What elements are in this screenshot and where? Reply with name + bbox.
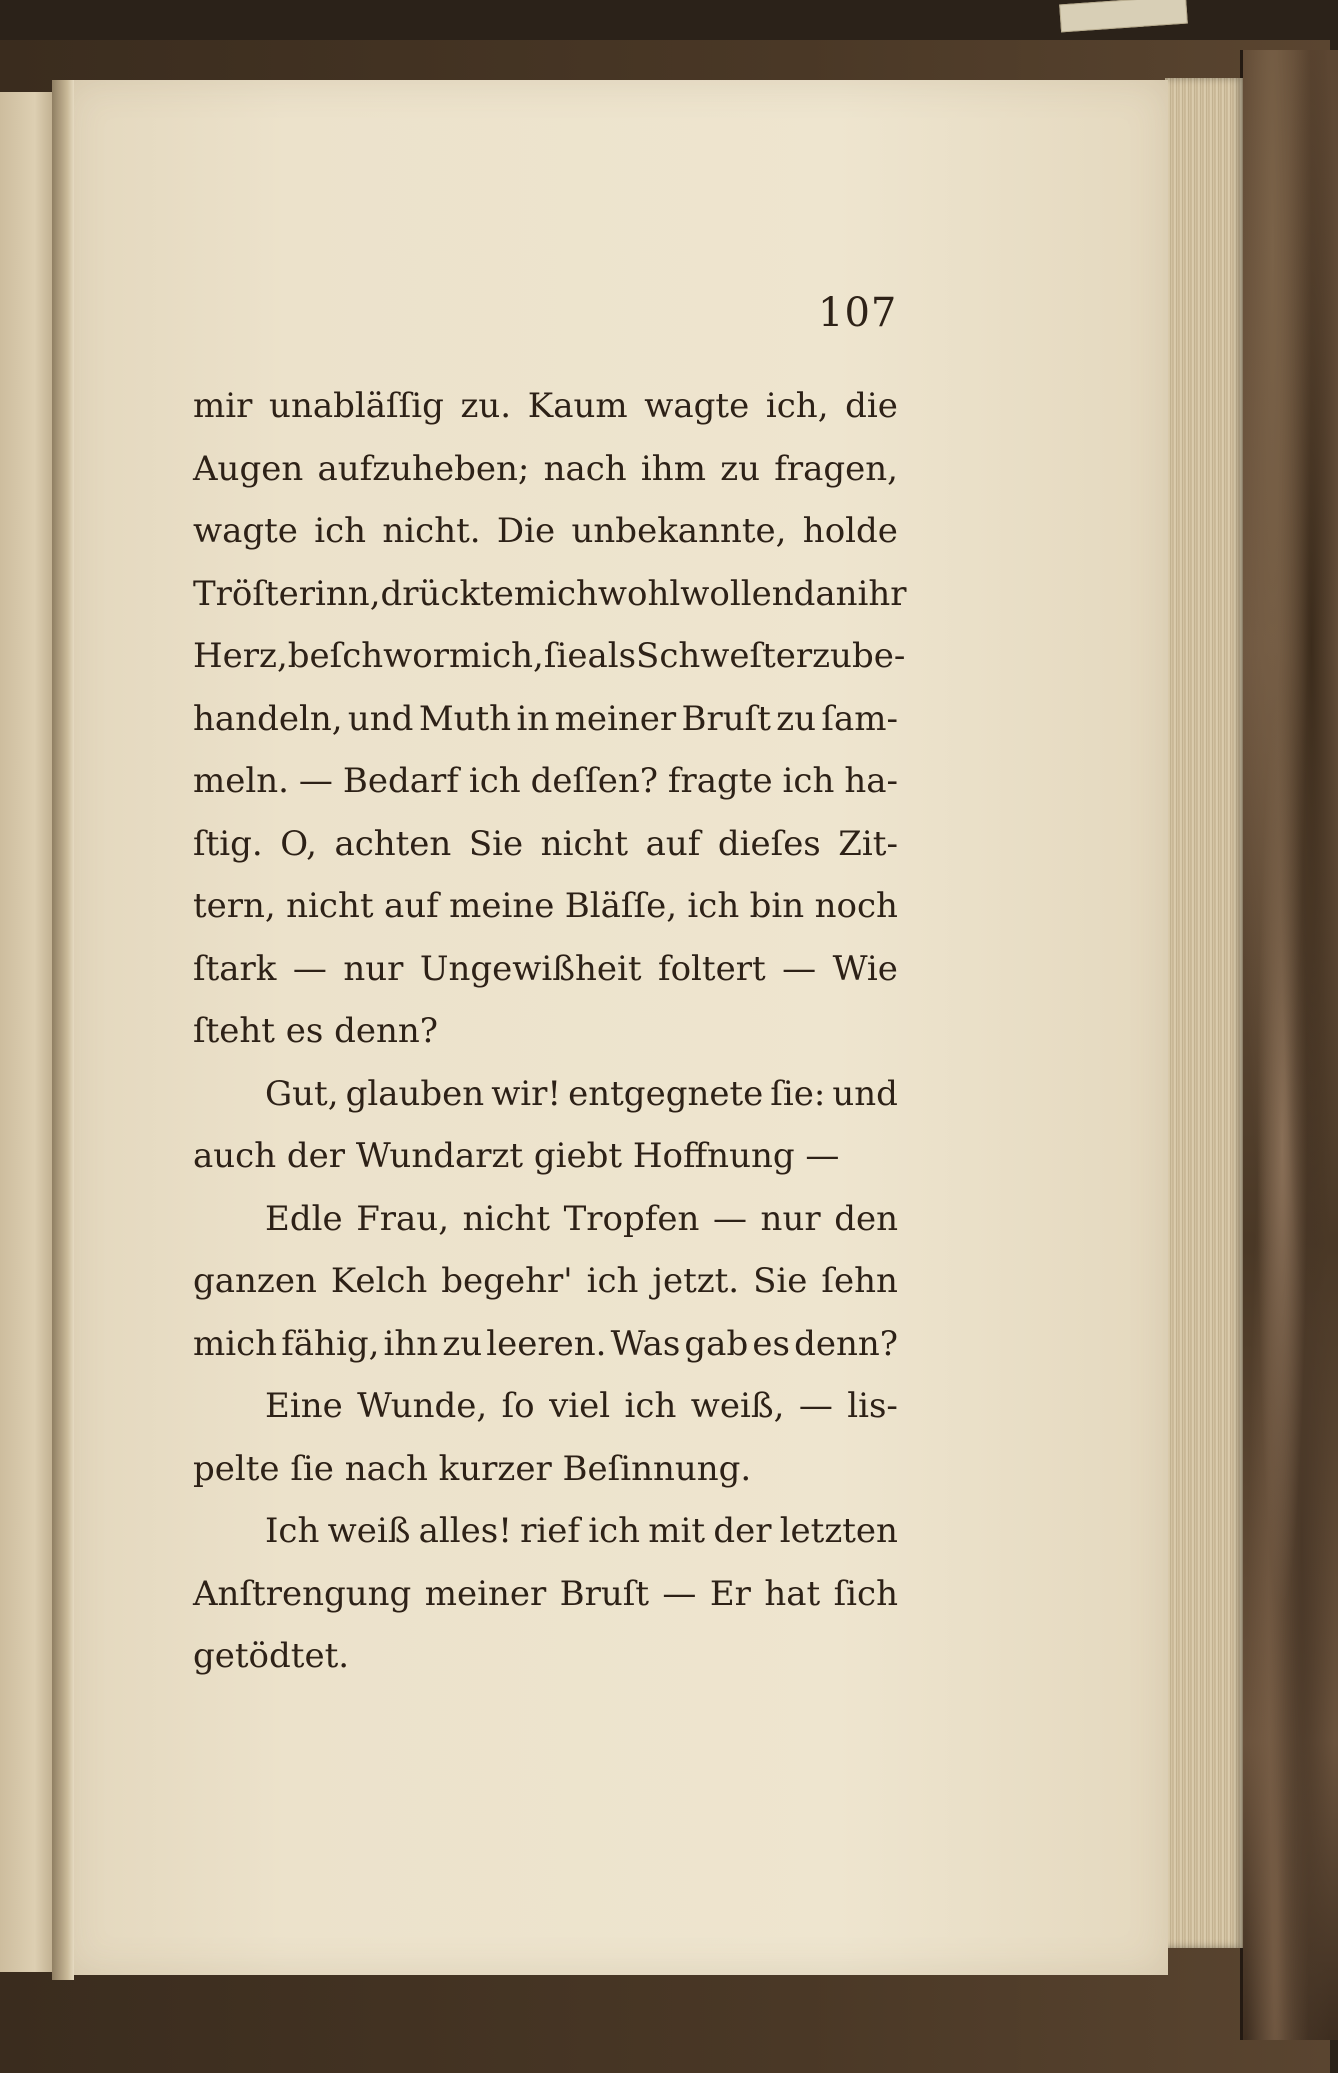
word: meiner	[424, 1573, 547, 1614]
word: achten	[334, 823, 452, 864]
marbled-cover-edge	[1240, 50, 1338, 2040]
word: wagte	[193, 511, 298, 551]
word: an	[815, 573, 858, 614]
word: Sie	[753, 1261, 808, 1301]
word: viel	[549, 1386, 611, 1426]
word: drückte	[380, 573, 514, 614]
text-line	[193, 500, 898, 563]
word: Eine	[265, 1386, 343, 1426]
word: ich	[588, 1511, 641, 1551]
word: Muth	[418, 698, 512, 739]
word: Zit-	[838, 823, 898, 864]
word: in	[516, 698, 550, 739]
word: ſie	[543, 636, 588, 676]
word: zu.	[460, 386, 512, 426]
word: fragte	[667, 761, 773, 801]
page-text	[193, 375, 907, 1688]
word: nur	[760, 1198, 821, 1239]
word: Bruſt	[681, 698, 771, 739]
word: zu	[720, 448, 760, 489]
word: ihr	[857, 573, 907, 614]
word: —	[798, 1386, 833, 1426]
word: ich	[586, 1261, 639, 1301]
word: bin	[749, 886, 805, 926]
word: Kaum	[527, 386, 628, 426]
text-line	[193, 375, 898, 438]
word: Gut,	[265, 1073, 339, 1114]
word: Er	[709, 1573, 751, 1614]
word: mich	[193, 1323, 278, 1364]
word: als	[587, 636, 637, 676]
word: ihm	[640, 448, 706, 489]
word: ſehn	[821, 1261, 898, 1301]
text-line	[193, 625, 906, 688]
word: der	[713, 1511, 772, 1551]
word: mich	[513, 573, 598, 614]
word: beſchwor	[287, 636, 449, 676]
word: ſtark	[193, 948, 277, 989]
word: lis-	[847, 1386, 898, 1426]
word: wohlwollend	[597, 573, 816, 614]
text-line	[193, 750, 898, 813]
word: —	[292, 948, 327, 989]
word: deſſen?	[530, 761, 658, 801]
text-line	[193, 1188, 898, 1251]
text-line	[193, 563, 907, 626]
word: ich	[468, 761, 521, 801]
gutter	[52, 80, 74, 1980]
word: Anſtrengung	[193, 1573, 412, 1614]
word: Wie	[832, 948, 898, 989]
text-line	[193, 688, 898, 751]
word: meln.	[193, 761, 289, 801]
word: Ich	[265, 1511, 320, 1551]
word: holde	[802, 511, 898, 551]
word: mir	[193, 386, 253, 426]
text-line	[193, 1313, 898, 1376]
paper-tab	[1059, 0, 1188, 32]
word: Was	[610, 1323, 681, 1364]
text-line	[193, 1563, 898, 1626]
word: dieſes	[717, 823, 821, 864]
word: ich	[782, 761, 835, 801]
text-line	[193, 1063, 898, 1126]
text-line	[193, 1500, 898, 1563]
word: Tropfen	[563, 1198, 700, 1239]
word: nicht	[540, 823, 629, 864]
text-line: pelte ſie nach kurzer Beſinnung.	[193, 1448, 752, 1489]
word: —	[782, 948, 817, 989]
word: die	[845, 386, 898, 426]
text-line: ſteht es denn?	[193, 1011, 439, 1051]
word: foltert	[658, 948, 766, 989]
word: gab	[684, 1323, 749, 1364]
word: —	[662, 1573, 697, 1614]
word: Wunde,	[357, 1386, 488, 1426]
word: Bedarf	[342, 761, 459, 801]
word: ich	[687, 886, 740, 926]
text-line: auch der Wundarzt giebt Hoffnung —	[193, 1136, 840, 1176]
word: tern,	[193, 886, 276, 926]
word: meiner	[554, 698, 677, 739]
word: rief	[520, 1511, 580, 1551]
text-line	[193, 1375, 898, 1438]
word: hat	[764, 1573, 821, 1614]
word: es	[752, 1323, 790, 1364]
word: glauben	[345, 1073, 485, 1114]
word: denn?	[794, 1323, 898, 1364]
word: meine	[449, 886, 555, 926]
word: ſie:	[770, 1073, 826, 1114]
text-line	[193, 875, 898, 938]
word: ſam-	[821, 698, 898, 739]
word: noch	[814, 886, 898, 926]
word: ſich	[833, 1573, 898, 1614]
word: ganzen	[193, 1261, 317, 1301]
word: den	[834, 1198, 898, 1239]
word: ha-	[844, 761, 898, 801]
word: nicht	[462, 1198, 550, 1239]
word: zu	[442, 1323, 483, 1364]
word: Frau,	[356, 1198, 450, 1239]
word: be-	[851, 636, 906, 676]
word: Bläſſe,	[564, 886, 678, 926]
word: entgegnete	[568, 1073, 764, 1114]
text-line	[193, 938, 898, 1001]
word: mich,	[448, 636, 544, 676]
word: Kelch	[330, 1261, 428, 1301]
word: unabläſſig	[269, 386, 444, 426]
left-page-sliver	[0, 92, 58, 1972]
word: alles!	[418, 1511, 512, 1551]
word: mit	[648, 1511, 706, 1551]
word: leeren.	[486, 1323, 607, 1364]
word: nach	[543, 448, 627, 489]
word: Ungewißheit	[419, 948, 642, 989]
word: ich	[624, 1386, 677, 1426]
word: ich,	[765, 386, 829, 426]
word: aufzuheben;	[317, 448, 530, 489]
word: jetzt.	[652, 1261, 740, 1301]
word: nicht	[286, 886, 374, 926]
word: und	[832, 1073, 898, 1114]
word: ſo	[501, 1386, 535, 1426]
word: O,	[280, 823, 317, 864]
word: weiß,	[690, 1386, 785, 1426]
word: Bruſt	[559, 1573, 650, 1614]
word: zu	[812, 636, 852, 676]
text-line: getödtet.	[193, 1636, 350, 1676]
word: wagte	[644, 386, 750, 426]
word: —	[712, 1198, 747, 1239]
word: —	[298, 761, 333, 801]
word: zu	[776, 698, 817, 739]
word: weiß	[327, 1511, 411, 1551]
text-line	[193, 1250, 898, 1313]
word: handeln,	[193, 698, 343, 739]
text-line	[193, 438, 898, 501]
word: Edle	[265, 1198, 343, 1239]
text-line	[193, 813, 898, 876]
word: Sie	[468, 823, 524, 864]
word: Schweſter	[636, 636, 813, 676]
word: fragen,	[774, 448, 898, 489]
word: Tröſterinn,	[193, 573, 381, 614]
word: Augen	[193, 448, 304, 489]
word: Herz,	[193, 636, 288, 676]
word: unbekannte,	[571, 511, 787, 551]
word: nur	[343, 948, 404, 989]
word: fähig,	[281, 1323, 380, 1364]
word: auf	[645, 823, 701, 864]
page-edges	[1165, 78, 1243, 1948]
word: letzten	[779, 1511, 898, 1551]
word: auf	[383, 886, 439, 926]
word: und	[347, 698, 414, 739]
word: Die	[496, 511, 556, 551]
word: ich	[314, 511, 367, 551]
page-number: 107	[818, 290, 898, 336]
word: wir!	[491, 1073, 562, 1114]
word: ihn	[383, 1323, 439, 1364]
word: ſtig.	[193, 823, 263, 864]
word: nicht.	[382, 511, 481, 551]
word: begehr'	[441, 1261, 573, 1301]
